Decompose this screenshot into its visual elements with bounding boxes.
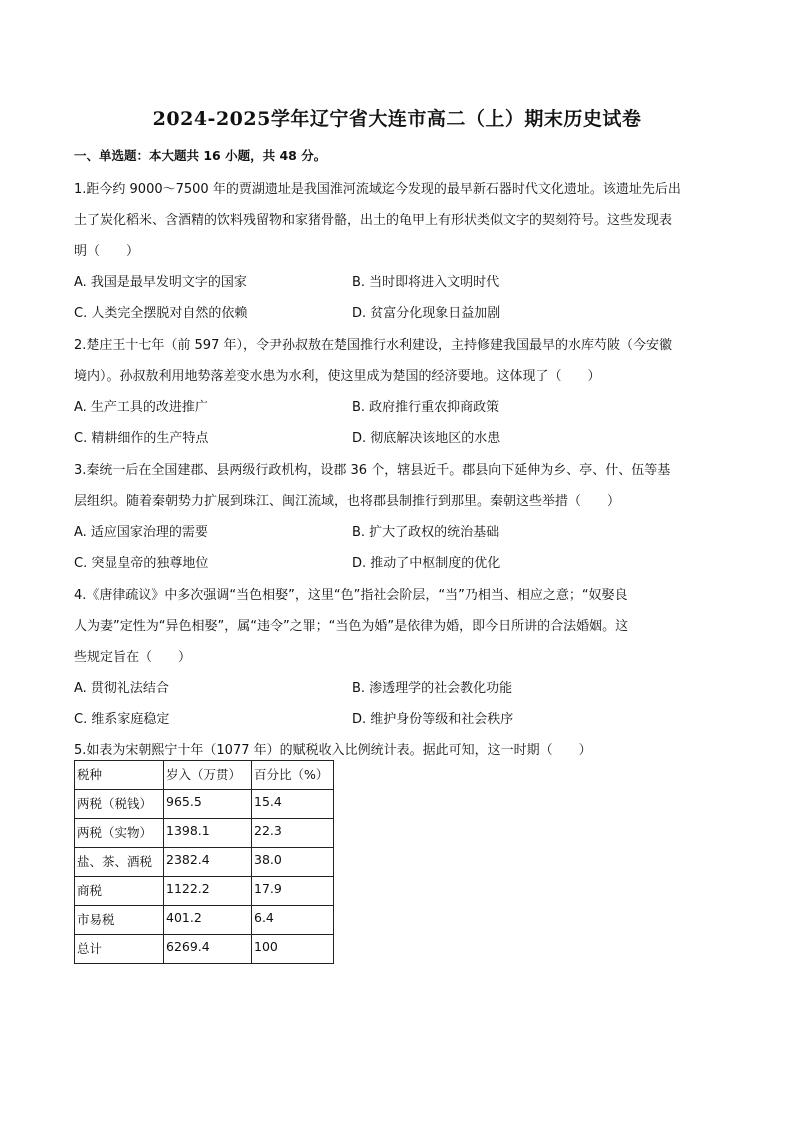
question-3-line-1: 3.秦统一后在全国建郡、县两级行政机构，设郡 36 个，辖县近千。郡县向下延伸为乡、亭、什、伍等基 [74, 463, 671, 478]
question-1-line-2: 土了炭化稻米、含酒精的饮料残留物和家猪骨骼，出土的龟甲上有形状类似文字的契刻符号。这些发现表 [74, 213, 673, 228]
table-row [75, 877, 334, 906]
table-cell: 市易税 [75, 906, 164, 935]
question-3-option-b: B. 扩大了政权的统治基础 [352, 525, 500, 540]
question-1-option-b: B. 当时即将进入文明时代 [352, 275, 500, 290]
question-4-line-3: 些规定旨在（ ） [74, 650, 192, 665]
question-2-option-d: D. 彻底解决该地区的水患 [352, 431, 501, 446]
table-cell: 商税 [75, 877, 164, 906]
question-1-option-a: A. 我国是最早发明文字的国家 [74, 275, 247, 290]
question-5-line-1: 5.如表为宋朝熙宁十年（1077 年）的赋税收入比例统计表。据此可知，这一时期（ ） [74, 743, 592, 758]
question-1-line-1: 1.距今约 9000～7500 年的贾湖遗址是我国淮河流域迄今发现的最早新石器时代文化遗址。该遗址先后出 [74, 182, 681, 197]
table-cell: 6.4 [252, 906, 334, 935]
question-2-line-1: 2.楚庄王十七年（前 597 年），令尹孙叔敖在楚国推行水利建设，主持修建我国最早的水库芍陂（今安徽 [74, 338, 672, 353]
table-row [75, 819, 334, 848]
table-cell: 1398.1 [164, 819, 252, 848]
question-1-line-3: 明（ ） [74, 244, 140, 259]
table-cell: 盐、茶、酒税 [75, 848, 164, 877]
question-2-line-2: 境内）。孙叔敖利用地势落差变水患为水利，使这里成为楚国的经济要地。这体现了（ ） [74, 369, 601, 384]
table-cell: 1122.2 [164, 877, 252, 906]
question-4-option-b: B. 渗透理学的社会教化功能 [352, 681, 513, 696]
table-cell: 总计 [75, 935, 164, 964]
table-row [75, 906, 334, 935]
table-header-cell: 百分比（%） [252, 761, 334, 790]
section-heading: 一、单选题：本大题共 16 小题，共 48 分。 [74, 148, 327, 163]
question-4-option-d: D. 维护身份等级和社会秩序 [352, 712, 514, 727]
question-4-option-a: A. 贯彻礼法结合 [74, 681, 169, 696]
table-cell: 6269.4 [164, 935, 252, 964]
question-4-line-1: 4.《唐律疏议》中多次强调“当色相娶”，这里“色”指社会阶层，“当”乃相当、相应之意；“奴娶良 [74, 588, 628, 603]
page-title: 2024-2025学年辽宁省大连市高二（上）期末历史试卷 [152, 108, 642, 130]
table-header-cell: 岁入（万贯） [164, 761, 252, 790]
table-cell: 15.4 [252, 790, 334, 819]
question-4-option-c: C. 维系家庭稳定 [74, 712, 170, 727]
table-cell: 17.9 [252, 877, 334, 906]
table-cell: 100 [252, 935, 334, 964]
table-cell: 38.0 [252, 848, 334, 877]
table-cell: 401.2 [164, 906, 252, 935]
question-2-option-b: B. 政府推行重农抑商政策 [352, 400, 500, 415]
question-2-option-a: A. 生产工具的改进推广 [74, 400, 208, 415]
question-3-line-2: 层组织。随着秦朝势力扩展到珠江、闽江流域，也将郡县制推行到那里。秦朝这些举措（ ） [74, 494, 621, 509]
question-1-option-c: C. 人类完全摆脱对自然的依赖 [74, 306, 248, 321]
table-cell: 22.3 [252, 819, 334, 848]
table-row [75, 935, 334, 964]
table-cell: 965.5 [164, 790, 252, 819]
question-3-option-c: C. 突显皇帝的独尊地位 [74, 556, 209, 571]
question-2-option-c: C. 精耕细作的生产特点 [74, 431, 209, 446]
question-3-option-d: D. 推动了中枢制度的优化 [352, 556, 501, 571]
table-row [75, 848, 334, 877]
table-header-cell: 税种 [75, 761, 164, 790]
table-header-row [75, 761, 334, 790]
question-4-line-2: 人为妻”定性为“异色相娶”，属“违令”之罪；“当色为婚”是依律为婚，即今日所讲的合法婚姻。这 [74, 619, 629, 634]
table-cell: 两税（税钱） [75, 790, 164, 819]
question-3-option-a: A. 适应国家治理的需要 [74, 525, 208, 540]
table-row [75, 790, 334, 819]
table-cell: 2382.4 [164, 848, 252, 877]
table-cell: 两税（实物） [75, 819, 164, 848]
tax-revenue-table [74, 760, 334, 964]
question-1-option-d: D. 贫富分化现象日益加剧 [352, 306, 501, 321]
